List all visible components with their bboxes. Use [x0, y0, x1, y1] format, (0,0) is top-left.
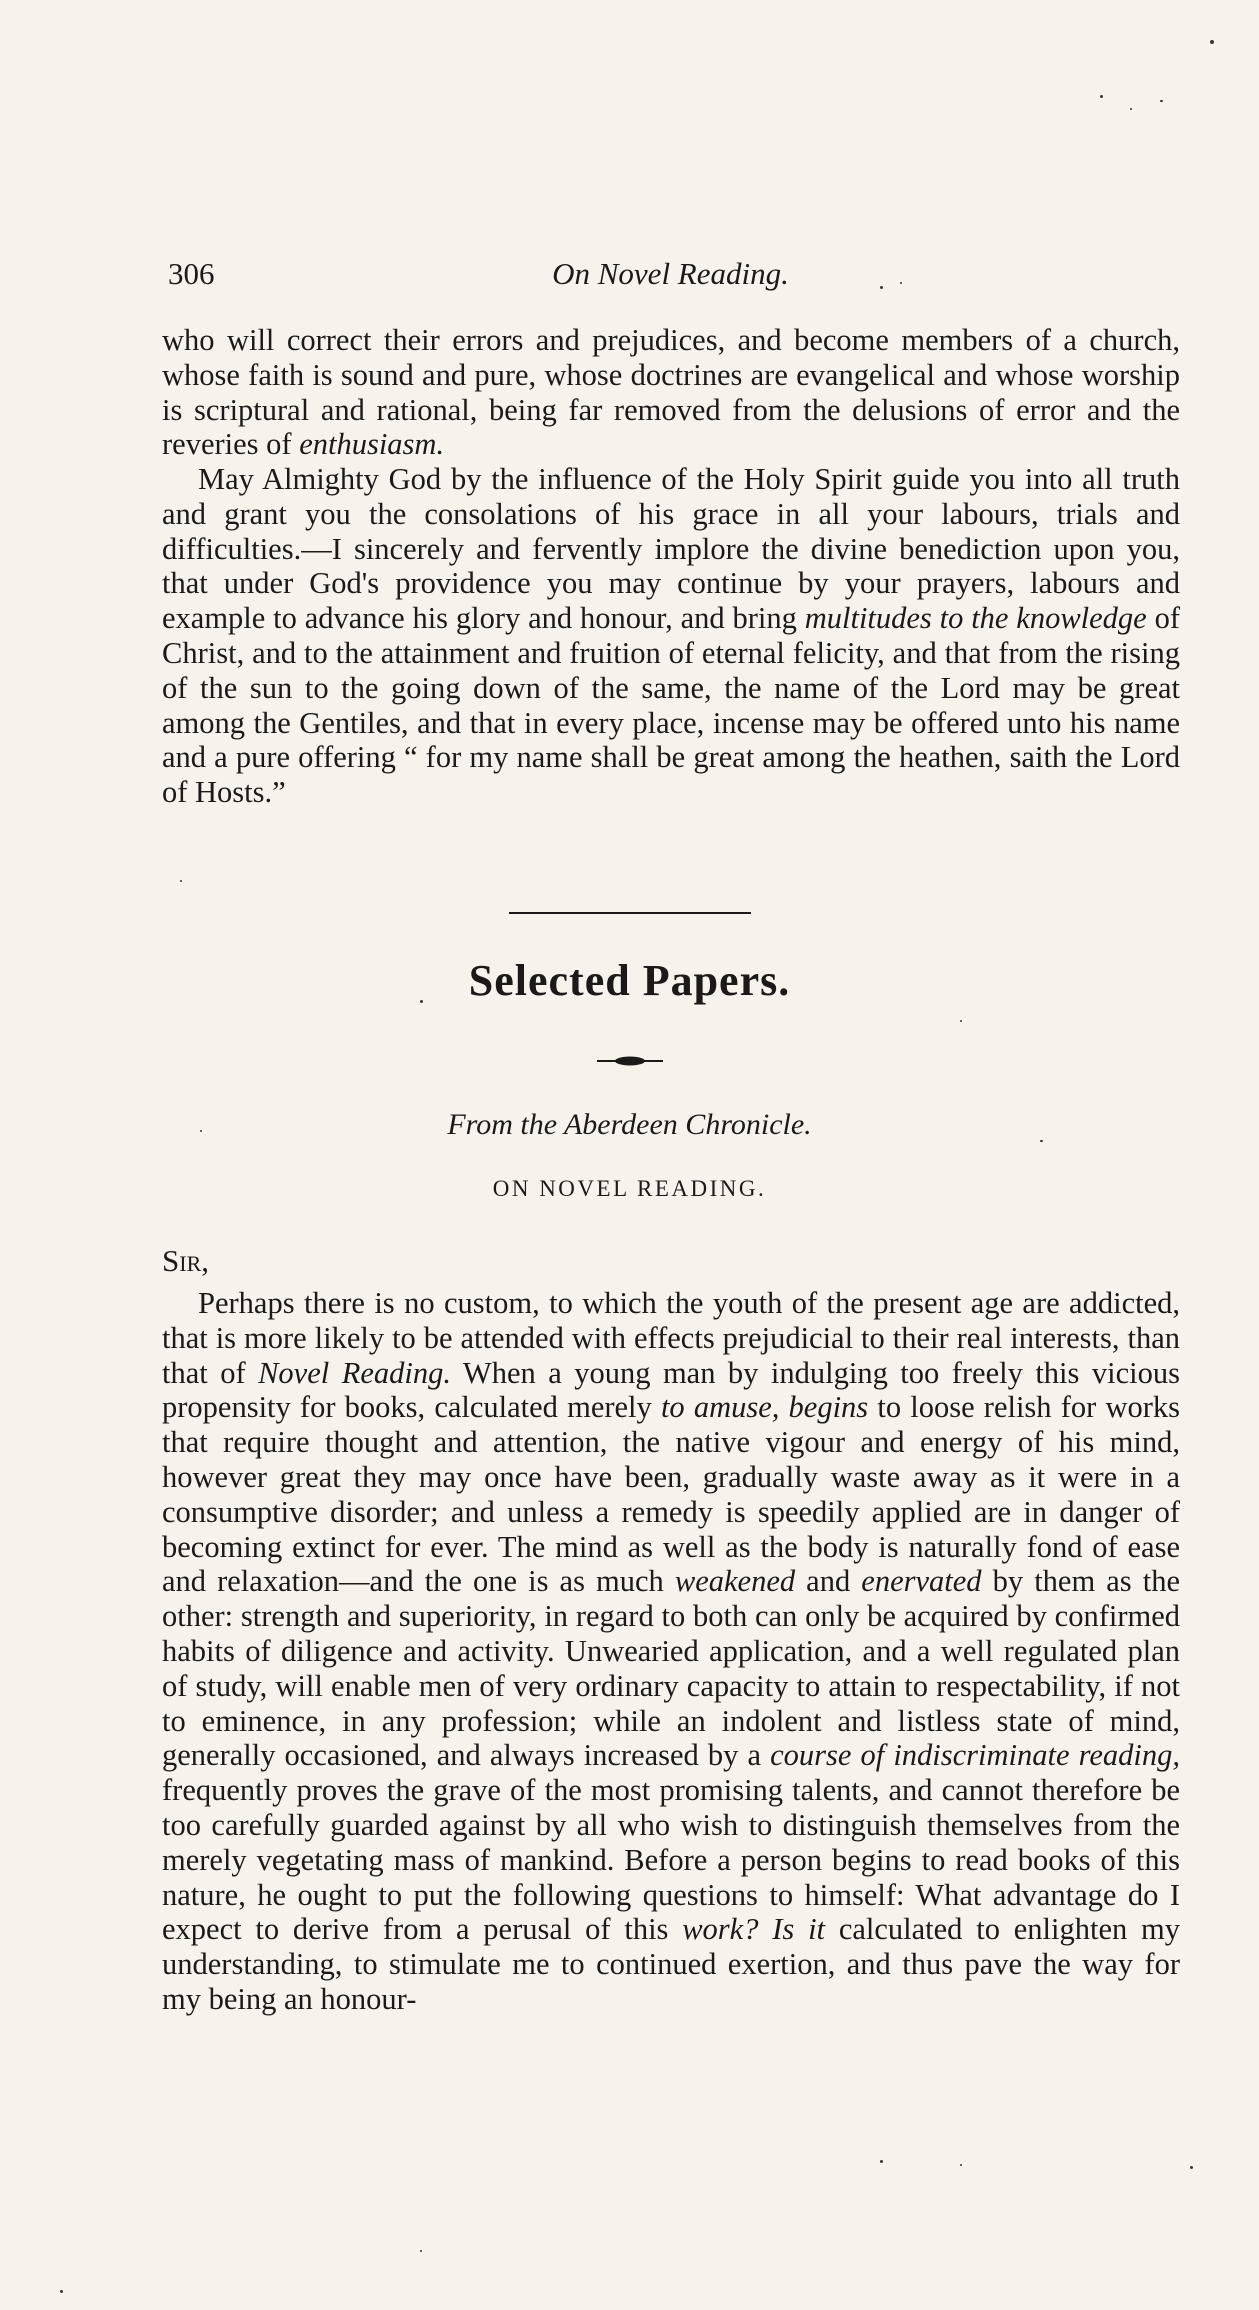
ornament-divider-icon: [597, 1054, 663, 1068]
section-title: Selected Papers.: [468, 956, 791, 1005]
scan-speck: [960, 1020, 962, 1022]
running-title: On Novel Reading.: [552, 256, 789, 291]
scan-speck: [420, 1000, 423, 1003]
scan-speck: [180, 880, 182, 882]
scan-speck: [1130, 108, 1132, 110]
scan-speck: [880, 286, 883, 289]
text-run-italic: enervated: [861, 1564, 982, 1599]
text-run-italic: course of indiscriminate reading,: [770, 1738, 1180, 1773]
scan-speck: [60, 2290, 63, 2293]
text-run: of Christ, and to the attainment and fruition of eternal felicity, and that from the rising of the sun to the going down of the same, the name of the Lord may be great among the Gentiles, and that in every place, incense may be offered unto his name and a pure offering “ for my name shall be great among the heathen, saith the Lord of Hosts.”: [162, 601, 1180, 810]
text-run-italic: work? Is it: [682, 1912, 826, 1947]
page-header: [168, 256, 1173, 296]
scan-speck: [200, 1130, 202, 1132]
salutation: Sir,: [162, 1243, 209, 1278]
scan-speck: [1160, 100, 1163, 102]
scan-speck: [880, 2160, 883, 2163]
page-number: 306: [168, 256, 215, 291]
scan-speck: [420, 2250, 422, 2252]
text-run-italic: multitudes to the knowledge: [804, 601, 1147, 636]
section-divider-rule: [509, 912, 751, 914]
text-run-italic: to amuse, begins: [660, 1390, 869, 1425]
scan-speck: [1040, 1140, 1043, 1142]
text-run: When a young man by indulging too freely this vicious propensity for books, calculated merely: [162, 1355, 1180, 1425]
scan-speck: [1190, 2166, 1193, 2169]
paragraph-letter-body: [162, 1286, 1180, 2017]
scan-speck: [900, 282, 902, 284]
source-line: From the Aberdeen Chronicle.: [447, 1108, 812, 1141]
scan-speck: [1210, 40, 1214, 44]
text-run: Perhaps there is no custom, to which the youth of the present age are addicted, that is more likely to be attended with effects prejudicial to their real interests, than that of: [162, 1286, 1180, 1390]
paragraph-prayer: [162, 462, 1180, 810]
text-run-italic: Novel Reading.: [258, 1355, 451, 1390]
text-run: by them as the other: strength and superiority, in regard to both can only be acquired by confirmed habits of diligence and activity. Unwearied application, and a well regulated plan of study, will enable men of very ordinary capacity to attain to respectability, if not to eminence, in any profession; while an indolent and listless state of mind, generally occasioned, and always increased by a: [162, 1564, 1180, 1773]
scan-speck: [960, 2164, 962, 2166]
text-run: frequently proves the grave of the most promising talents, and cannot therefore be too carefully guarded against by all who wish to distinguish themselves from the merely vegetating mass of mankind. Before a person begins to read books of this nature, he ought to put the following questions to himself: What advantage do I expect to derive from a perusal of this: [162, 1773, 1180, 1947]
paragraph-continuation: [162, 323, 1180, 462]
text-run-italic: weakened: [674, 1564, 796, 1599]
text-run: who will correct their errors and prejudices, and become members of a church, whose faith is sound and pure, whose doctrines are evangelical and whose worship is scriptural and rational, being far removed from the delusions of error and the reveries of: [162, 323, 1180, 462]
text-run: to loose relish for works that require thought and attention, the native vigour and energy of his mind, however great they may once have been, gradually waste away as it were in a consumptive disorder; and unless a remedy is speedily applied are in danger of becoming extinct for ever. The mind as well as the body is naturally fond of ease and relaxation—and the one is as much: [162, 1390, 1180, 1599]
text-run: May Almighty God by the influence of the Holy Spirit guide you into all truth and grant you the consolations of his grace in all your labours, trials and difficulties.—I sincerely and fervently implore the divine benediction upon you, that under God's providence you may continue by your prayers, labours and example to advance his glory and honour, and bring: [162, 462, 1180, 636]
text-run-italic: enthusiasm.: [299, 427, 445, 462]
text-run: and: [795, 1564, 862, 1599]
article-title: ON NOVEL READING.: [492, 1176, 767, 1201]
scan-speck: [1100, 95, 1103, 98]
text-run: calculated to enlighten my understanding, to stimulate me to continued exertion, and thus pave the way for my being an honour-: [162, 1912, 1180, 2016]
